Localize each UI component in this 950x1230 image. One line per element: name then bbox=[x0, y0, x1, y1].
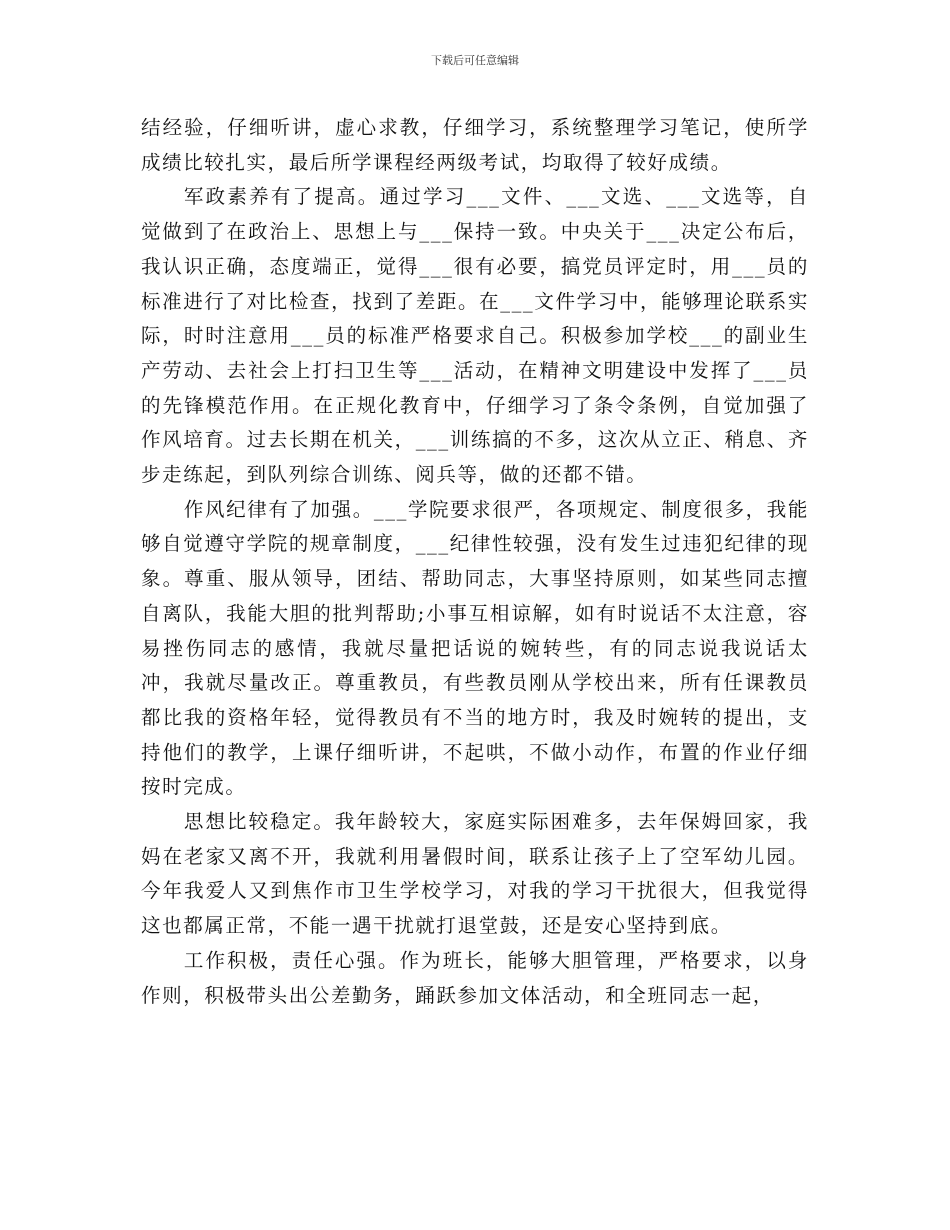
paragraph-work-attitude: 工作积极，责任心强。作为班长，能够大胆管理，严格要求，以身作则，积极带头出公差勤务，踊跃参加文体活动，和全班同志一起， bbox=[141, 948, 809, 1007]
paragraph-discipline: 作风纪律有了加强。___学院要求很严，各项规定、制度很多，我能够自觉遵守学院的规章制度，___纪律性较强，没有发生过违犯纪律的现象。尊重、服从领导，团结、帮助同志，大事坚持原则，如某些同志擅自离队，我能大胆的批判帮助;小事互相谅解，如有时说话不太注意，容易挫伤同志的感情，我就尽量把话说的婉转些，有的同志说我说话太冲，我就尽量改正。尊重教员，有些教员刚从学校出来，所有任课教员都比我的资格年轻，觉得教员有不当的地方时，我及时婉转的提出，支持他们的教学，上课仔细听讲，不起哄，不做小动作，布置的作业仔细按时完成。 bbox=[141, 497, 809, 799]
document-body bbox=[141, 111, 809, 1013]
paragraph-continuation: 结经验，仔细听讲，虚心求教，仔细学习，系统整理学习笔记，使所学成绩比较扎实，最后所学课程经两级考试，均取得了较好成绩。 bbox=[141, 116, 809, 174]
paragraph-political-quality: 军政素养有了提高。通过学习___文件、___文选、___文选等，自觉做到了在政治上、思想上与___保持一致。中央关于___决定公布后，我认识正确，态度端正，觉得___很有必要，搞党员评定时，用___员的标准进行了对比检查，找到了差距。在___文件学习中，能够理论联系实际，时时注意用___员的标准严格要求自己。积极参加学校___的副业生产劳动、去社会上打扫卫生等___活动，在精神文明建设中发挥了___员的先锋模范作用。在正规化教育中，仔细学习了条令条例，自觉加强了作风培育。过去长期在机关，___训练搞的不多，这次从立正、稍息、齐步走练起，到队列综合训练、阅兵等，做的还都不错。 bbox=[141, 185, 809, 487]
page-header-note: 下载后可任意编辑 bbox=[431, 54, 519, 67]
paragraph-mindset: 思想比较稳定。我年龄较大，家庭实际困难多，去年保姆回家，我妈在老家又离不开，我就利用暑假时间，联系让孩子上了空军幼儿园。今年我爱人又到焦作市卫生学校学习，对我的学习干扰很大，但我觉得这也都属正常，不能一遇干扰就打退堂鼓，还是安心坚持到底。 bbox=[141, 810, 809, 938]
